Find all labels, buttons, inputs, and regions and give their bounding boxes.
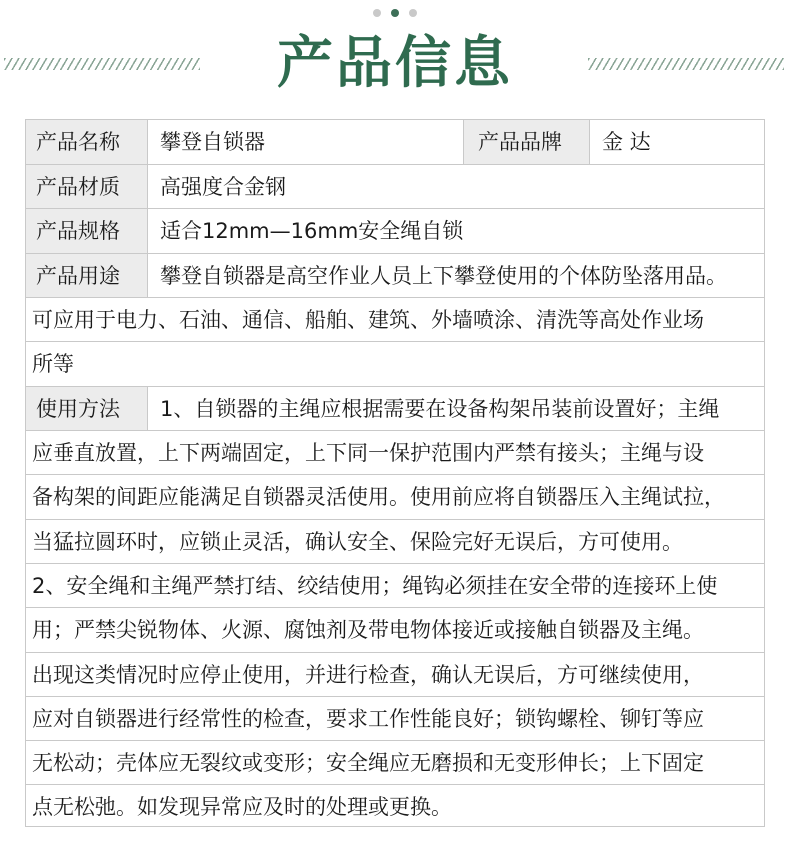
method-line: 当猛拉圆环时，应锁止灵活，确认安全、保险完好无误后，方可使用。 bbox=[32, 530, 683, 554]
spec-value: 适合12mm—16mm安全绳自锁 bbox=[160, 219, 464, 243]
method-line: 应垂直放置，上下两端固定，上下同一保护范围内严禁有接头；主绳与设 bbox=[32, 441, 704, 465]
method-line: 无松动；壳体应无裂纹或变形；安全绳应无磨损和无变形伸长；上下固定 bbox=[32, 751, 704, 775]
page-dot-active[interactable] bbox=[391, 9, 399, 17]
material-value: 高强度合金钢 bbox=[160, 175, 286, 199]
table-row-usage bbox=[26, 254, 764, 298]
table-row-method bbox=[26, 387, 764, 431]
table-row-usage-cont bbox=[26, 342, 764, 387]
page-indicator bbox=[0, 9, 790, 17]
table-row-method-cont bbox=[26, 431, 764, 475]
table-row-usage-cont bbox=[26, 298, 764, 342]
page-dot[interactable] bbox=[373, 9, 381, 17]
usage-line: 攀登自锁器是高空作业人员上下攀登使用的个体防坠落用品。 bbox=[160, 264, 727, 288]
usage-label: 产品用途 bbox=[26, 254, 148, 297]
method-line: 点无松弛。如发现异常应及时的处理或更换。 bbox=[32, 795, 452, 819]
table-row-spec bbox=[26, 209, 764, 254]
table-row-method-cont bbox=[26, 741, 764, 785]
table-row-method-cont bbox=[26, 653, 764, 697]
method-label: 使用方法 bbox=[26, 387, 148, 430]
table-row-name bbox=[26, 120, 764, 165]
material-label: 产品材质 bbox=[26, 165, 148, 208]
method-line: 1、自锁器的主绳应根据需要在设备构架吊装前设置好；主绳 bbox=[160, 397, 720, 421]
table-row-method-cont bbox=[26, 608, 764, 653]
table-row-method-cont bbox=[26, 564, 764, 608]
decorative-hatch-right bbox=[588, 58, 784, 70]
page-dot[interactable] bbox=[409, 9, 417, 17]
name-label: 产品名称 bbox=[26, 120, 148, 164]
method-line: 出现这类情况时应停止使用，并进行检查，确认无误后，方可继续使用， bbox=[32, 663, 704, 687]
brand-label: 产品品牌 bbox=[464, 120, 590, 164]
method-line: 应对自锁器进行经常性的检查，要求工作性能良好；锁钩螺栓、铆钉等应 bbox=[32, 707, 704, 731]
method-line: 备构架的间距应能满足自锁器灵活使用。使用前应将自锁器压入主绳试拉， bbox=[32, 485, 725, 509]
method-line: 2、安全绳和主绳严禁打结、绞结使用；绳钩必须挂在安全带的连接环上使 bbox=[32, 574, 718, 598]
table-row-method-cont bbox=[26, 785, 764, 826]
table-row-method-cont bbox=[26, 475, 764, 520]
table-row-material bbox=[26, 165, 764, 209]
method-line: 用；严禁尖锐物体、火源、腐蚀剂及带电物体接近或接触自锁器及主绳。 bbox=[32, 618, 704, 642]
spec-label: 产品规格 bbox=[26, 209, 148, 253]
table-row-method-cont bbox=[26, 697, 764, 741]
name-value: 攀登自锁器 bbox=[148, 120, 464, 164]
table-row-method-cont bbox=[26, 520, 764, 564]
product-info-table bbox=[25, 119, 765, 827]
usage-line: 可应用于电力、石油、通信、船舶、建筑、外墙喷涂、清洗等高处作业场 bbox=[32, 308, 704, 332]
brand-value: 金 达 bbox=[602, 130, 651, 154]
usage-line: 所等 bbox=[32, 352, 74, 376]
page-title: 产品信息 bbox=[277, 31, 513, 96]
